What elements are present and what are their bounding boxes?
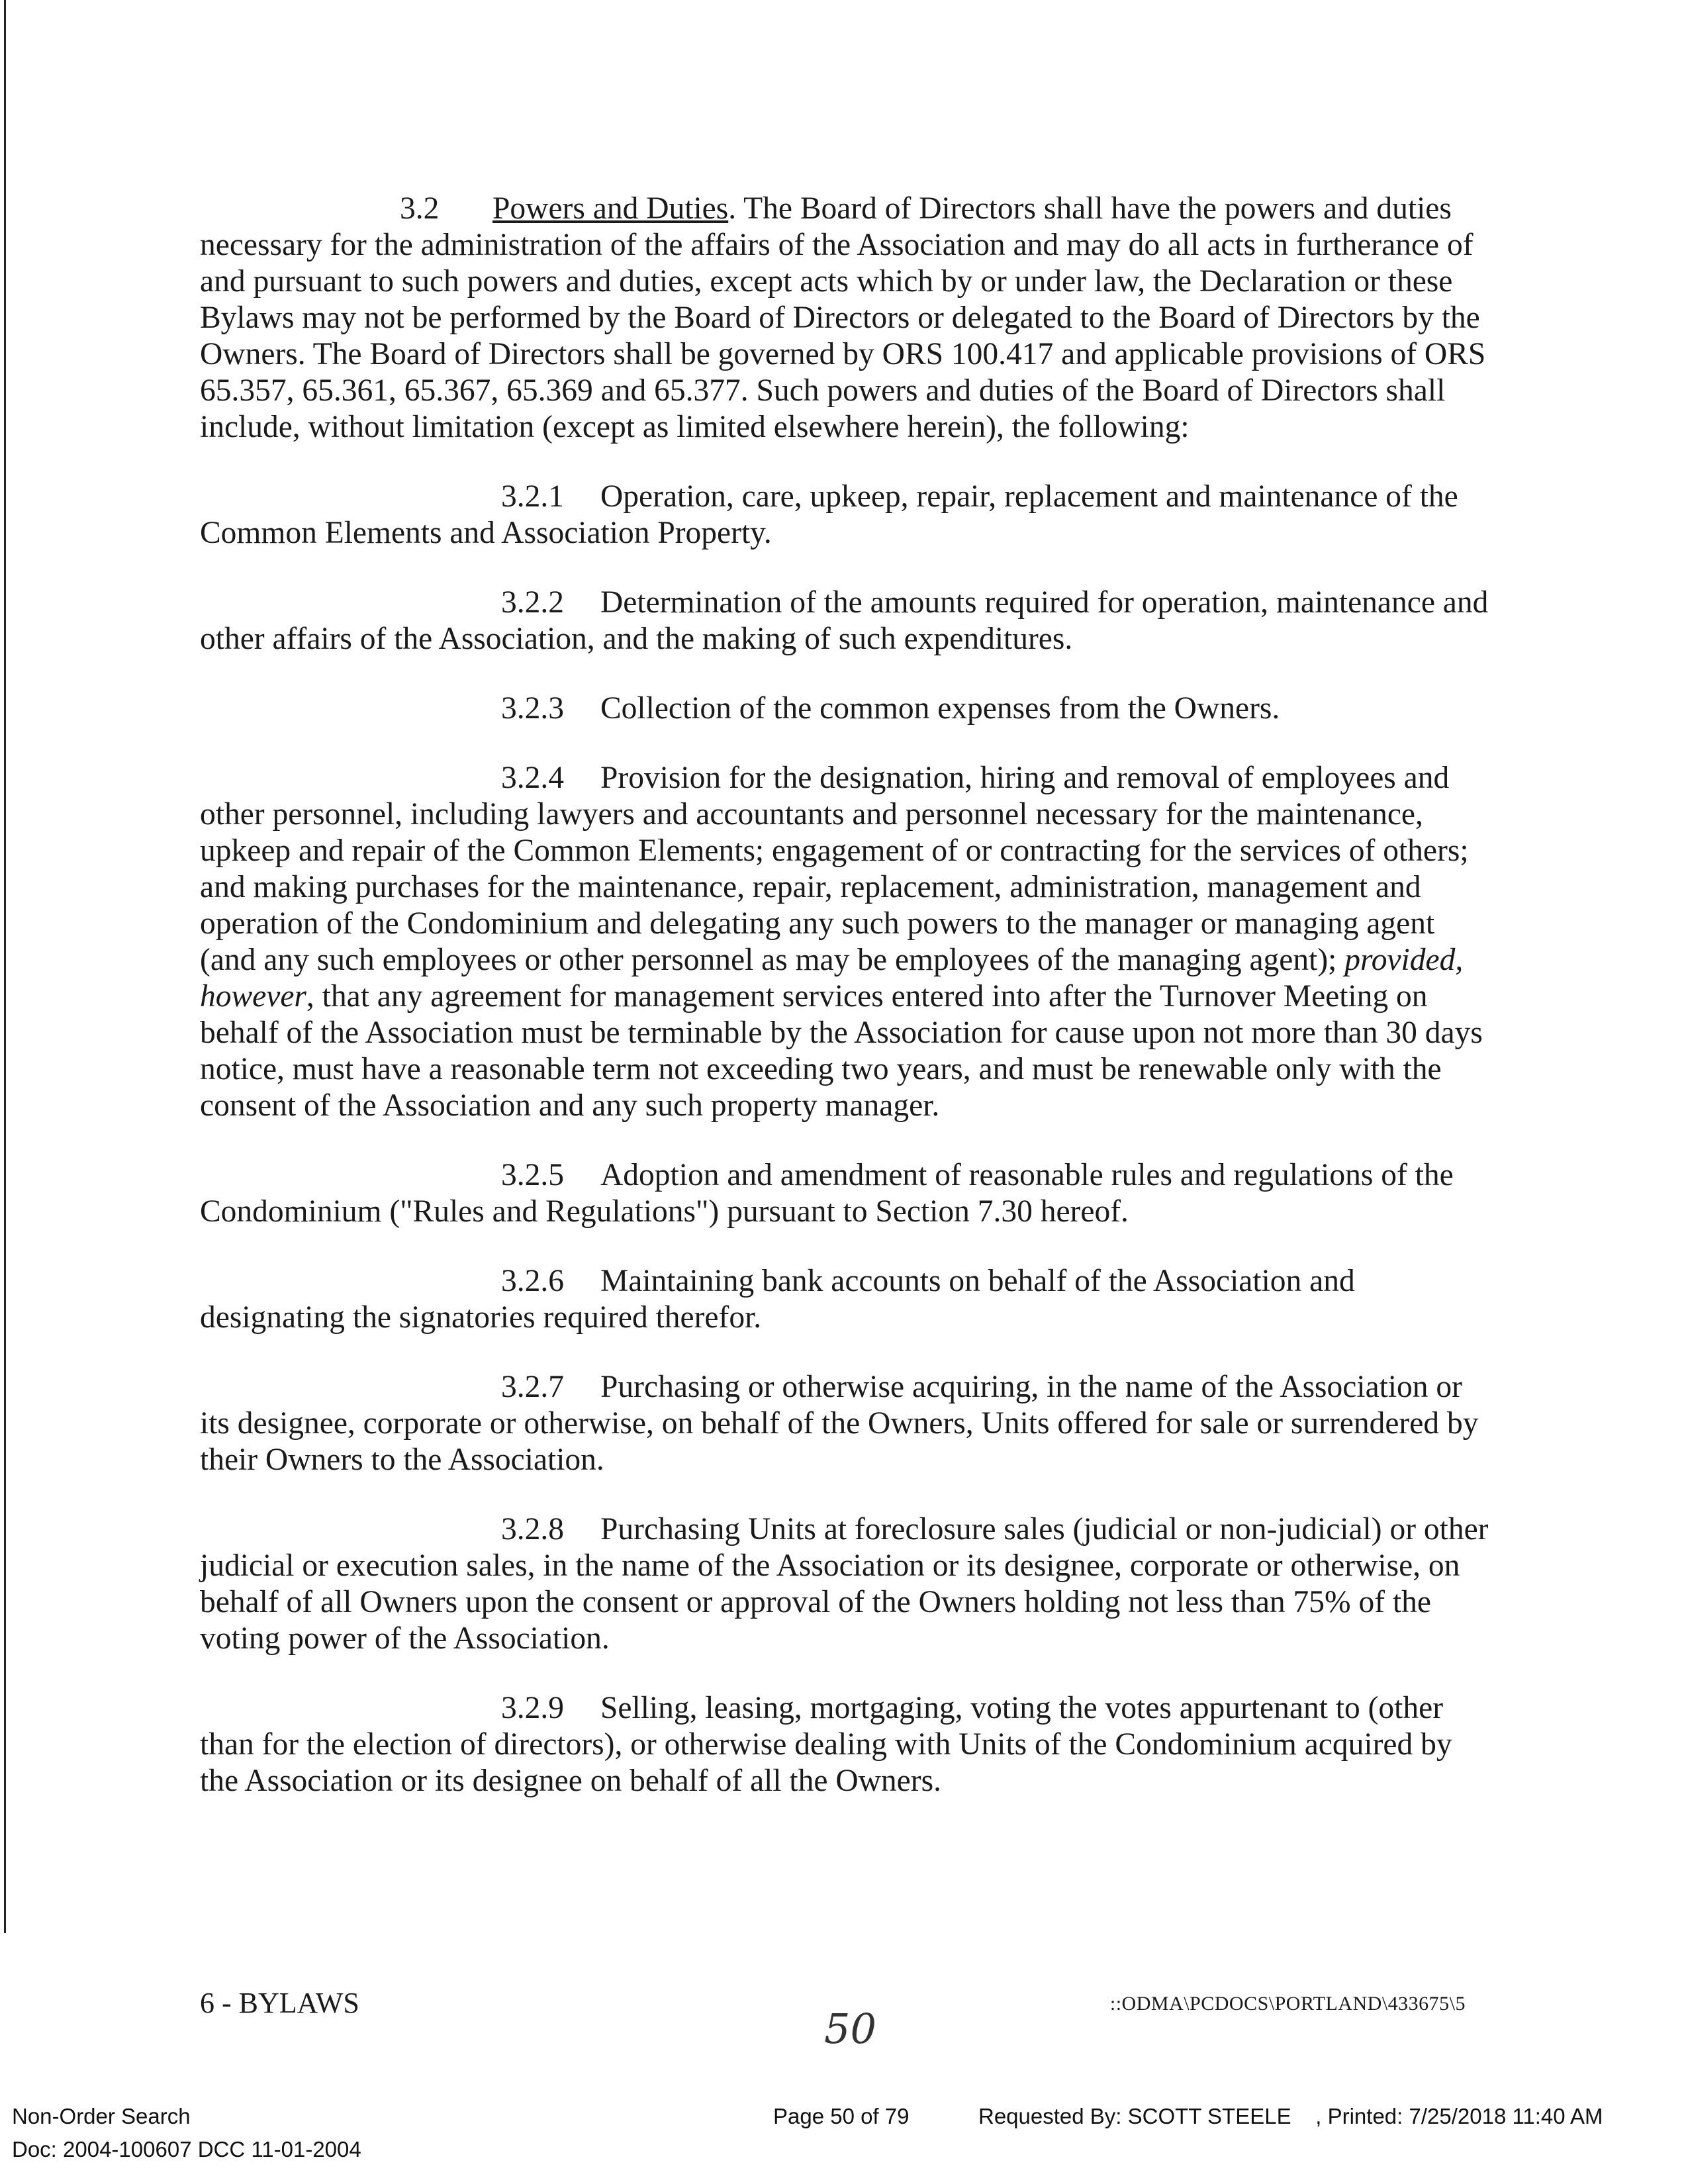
item-number: 3.2.8 — [501, 1512, 564, 1546]
item-text-cont: , that any agreement for management services entered into after the Turnover Meeting on behalf of the Association must be terminable by the Association for cause upon not more than 30 days notice, must have a reasonable term not exceeding two years, and must be renewable only with the consent of the Association and any such property manager. — [200, 979, 1483, 1123]
item-text: Selling, leasing, mortgaging, voting the votes appurtenant to (other than for the election of directors), or otherwise dealing with Units of the Condominium acquired by the Association or its designee on behalf of all the Owners. — [200, 1691, 1452, 1798]
item-text: Purchasing or otherwise acquiring, in the name of the Association or its designee, corporate or otherwise, on behalf of the Owners, Units offered for sale or surrendered by their Owners to the Association. — [200, 1370, 1479, 1477]
item-text: Adoption and amendment of reasonable rules and regulations of the Condominium ("Rules and Regulations") pursuant to Section 7.30 hereof. — [200, 1158, 1454, 1229]
status-doc-id: Doc: 2004-100607 DCC 11-01-2004 — [12, 2137, 361, 2161]
item-3-2-1 — [200, 479, 1491, 551]
item-text: Collection of the common expenses from the Owners. — [600, 691, 1280, 726]
footer-doc-path: ::ODMA\PCDOCS\PORTLAND\433675\5 — [1109, 1993, 1466, 2015]
item-3-2-4 — [200, 760, 1491, 1124]
item-number: 3.2.2 — [501, 585, 564, 620]
item-text: Provision for the designation, hiring and removal of employees and other personnel, including lawyers and accountants and personnel necessary for the maintenance, upkeep and repair of the Common Elements; engagement of or contracting for the services of others; and making purchases for the maintenance, repair, replacement, administration, management and operation of the Condominium and delegating any such powers to the manager or managing agent (and any such employees or other personnel as may be employees of the managing agent); — [200, 761, 1469, 977]
section-number: 3.2 — [400, 191, 440, 226]
item-number: 3.2.1 — [501, 479, 564, 514]
document-body — [200, 191, 1491, 1832]
status-search-type: Non-Order Search — [12, 2104, 191, 2128]
item-number: 3.2.9 — [501, 1691, 564, 1725]
item-text: Determination of the amounts required for operation, maintenance and other affairs of the Association, and the making of such expenditures. — [200, 585, 1489, 656]
status-requested-by: Requested By: SCOTT STEELE , Printed: 7/25/2018 11:40 AM — [978, 2104, 1603, 2128]
item-3-2-6 — [200, 1263, 1491, 1336]
item-3-2-5 — [200, 1157, 1491, 1230]
section-text: . The Board of Directors shall have the powers and duties necessary for the administration of the affairs of the Association and may do all acts in furtherance of and pursuant to such powers and duties, except acts which by or under law, the Declaration or these Bylaws may not be performed by the Board of Directors or delegated to the Board of Directors by the Owners. The Board of Directors shall be governed by ORS 100.417 and applicable provisions of ORS 65.357, 65.361, 65.367, 65.369 and 65.377. Such powers and duties of the Board of Directors shall include, without limitation (except as limited elsewhere herein), the following: — [200, 191, 1486, 444]
handwritten-page-number: 50 — [824, 2005, 876, 2053]
item-number: 3.2.7 — [501, 1370, 564, 1404]
item-text: Purchasing Units at foreclosure sales (judicial or non-judicial) or other judicial or execution sales, in the name of the Association or its designee, corporate or otherwise, on behalf of all Owners upon the consent or approval of the Owners holding not less than 75% of the voting power of the Association. — [200, 1512, 1489, 1656]
section-heading: Powers and Duties — [492, 191, 729, 226]
item-number: 3.2.6 — [501, 1264, 564, 1298]
status-page-count: Page 50 of 79 — [773, 2104, 910, 2128]
item-number: 3.2.4 — [501, 761, 564, 795]
footer-page-label: 6 - BYLAWS — [200, 1987, 359, 2019]
item-text: Operation, care, upkeep, repair, replacement and maintenance of the Common Elements and Association Property. — [200, 479, 1458, 550]
item-3-2-7 — [200, 1369, 1491, 1478]
item-3-2-9 — [200, 1690, 1491, 1799]
scan-edge-line — [4, 0, 6, 1933]
item-3-2-2 — [200, 585, 1491, 657]
item-3-2-8 — [200, 1511, 1491, 1657]
item-text-italic: provided, however — [200, 943, 1464, 1014]
item-number: 3.2.3 — [501, 691, 564, 726]
item-number: 3.2.5 — [501, 1158, 564, 1192]
item-text: Maintaining bank accounts on behalf of the Association and designating the signatories required therefor. — [200, 1264, 1355, 1335]
section-3-2 — [200, 191, 1491, 446]
item-3-2-3 — [200, 690, 1491, 727]
